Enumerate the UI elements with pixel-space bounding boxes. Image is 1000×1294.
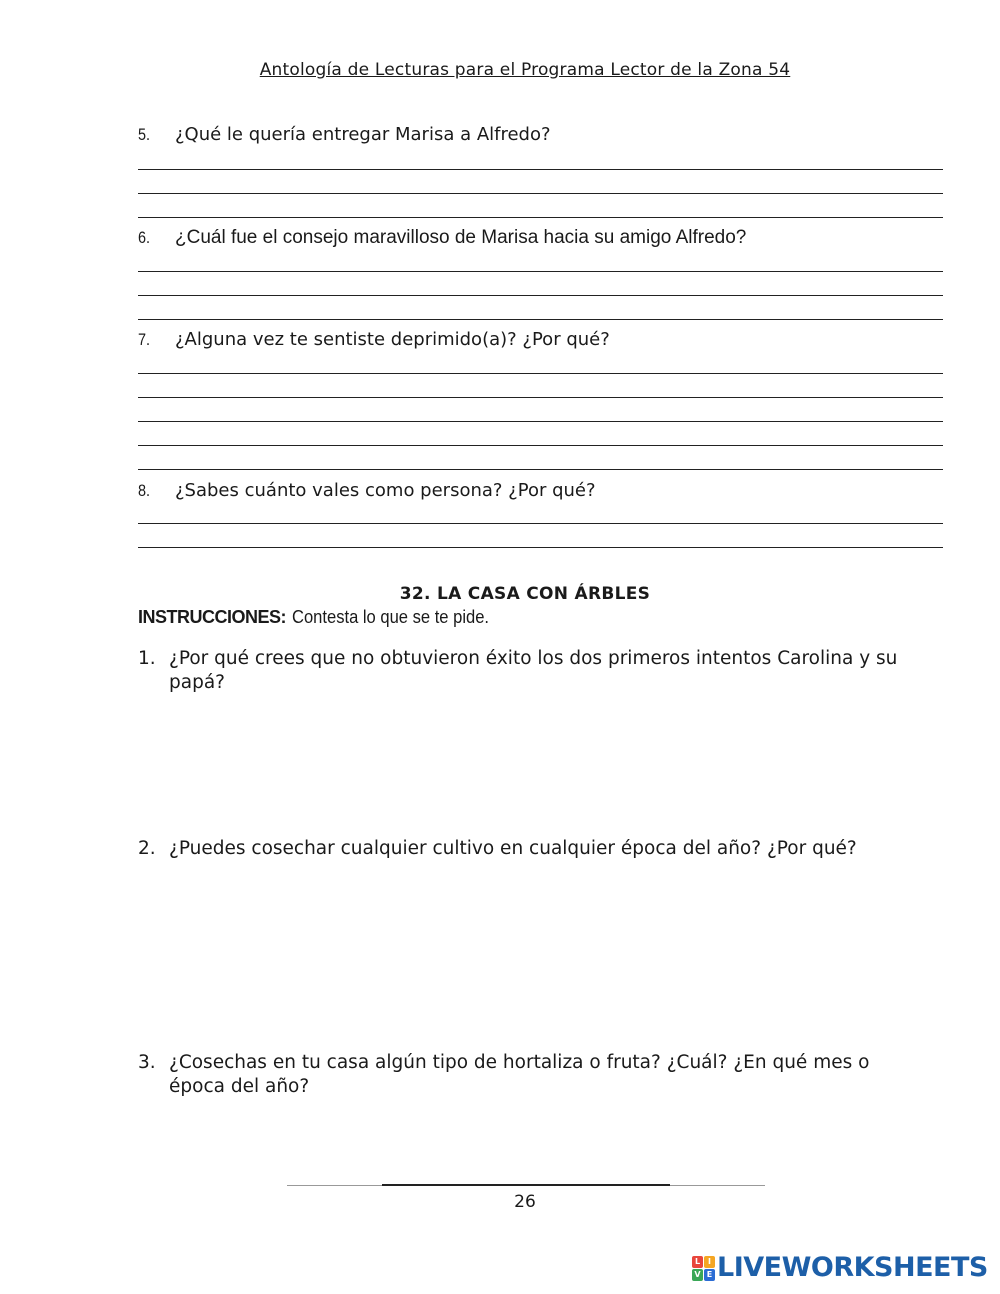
question-6 xyxy=(138,227,746,249)
question-5 xyxy=(138,124,551,145)
footer-rule xyxy=(382,1184,670,1186)
question-number: 7. xyxy=(138,330,151,349)
open-question-2 xyxy=(138,837,953,861)
answer-line[interactable] xyxy=(138,523,943,524)
page-header: Antología de Lecturas para el Programa Lector de la Zona 54 xyxy=(259,60,791,80)
question-text: ¿Alguna vez te sentiste deprimido(a)? ¿Por qué? xyxy=(175,329,610,350)
question-text: ¿Cosechas en tu casa algún tipo de hortaliza o fruta? ¿Cuál? ¿En qué mes o época del año? xyxy=(169,1052,870,1097)
question-text: ¿Qué le quería entregar Marisa a Alfredo? xyxy=(175,124,551,145)
logo-tile: L xyxy=(692,1256,703,1268)
brand-name: LIVEWORKSHEETS xyxy=(717,1252,988,1283)
question-text: ¿Puedes cosechar cualquier cultivo en cualquier época del año? ¿Por qué? xyxy=(169,838,857,859)
answer-line[interactable] xyxy=(138,421,943,422)
question-text: ¿Sabes cuánto vales como persona? ¿Por qué? xyxy=(175,480,596,501)
logo-tile: E xyxy=(704,1269,715,1281)
question-text: ¿Por qué crees que no obtuvieron éxito los dos primeros intentos Carolina y su papá? xyxy=(169,648,898,693)
question-number: 6. xyxy=(138,228,151,247)
liveworksheets-icon xyxy=(692,1256,714,1280)
page-number: 26 xyxy=(514,1192,536,1212)
section-title: 32. LA CASA CON ÁRBLES xyxy=(399,584,651,604)
question-number: 3. xyxy=(138,1052,156,1073)
question-number: 1. xyxy=(138,648,156,669)
question-number: 5. xyxy=(138,125,151,144)
answer-line[interactable] xyxy=(138,373,943,374)
liveworksheets-logo[interactable] xyxy=(692,1252,988,1283)
instructions-label: INSTRUCCIONES: xyxy=(138,607,287,627)
open-question-1 xyxy=(138,647,953,695)
answer-line[interactable] xyxy=(138,469,943,470)
answer-line[interactable] xyxy=(138,169,943,170)
answer-line[interactable] xyxy=(138,271,943,272)
question-7 xyxy=(138,329,610,350)
answer-line[interactable] xyxy=(138,547,943,548)
question-8 xyxy=(138,480,596,501)
instructions xyxy=(138,607,506,628)
logo-tile: I xyxy=(704,1256,715,1268)
question-text: ¿Cuál fue el consejo maravilloso de Marisa hacia su amigo Alfredo? xyxy=(175,227,747,248)
question-number: 8. xyxy=(138,481,151,500)
question-number: 2. xyxy=(138,838,156,859)
footer-rule xyxy=(670,1185,765,1186)
open-question-3 xyxy=(138,1051,928,1099)
answer-line[interactable] xyxy=(138,295,943,296)
answer-line[interactable] xyxy=(138,217,943,218)
footer-rule xyxy=(287,1185,382,1186)
answer-line[interactable] xyxy=(138,193,943,194)
logo-tile: V xyxy=(692,1269,703,1281)
answer-line[interactable] xyxy=(138,397,943,398)
answer-line[interactable] xyxy=(138,319,943,320)
instructions-text: Contesta lo que se te pide. xyxy=(292,607,490,627)
answer-line[interactable] xyxy=(138,445,943,446)
